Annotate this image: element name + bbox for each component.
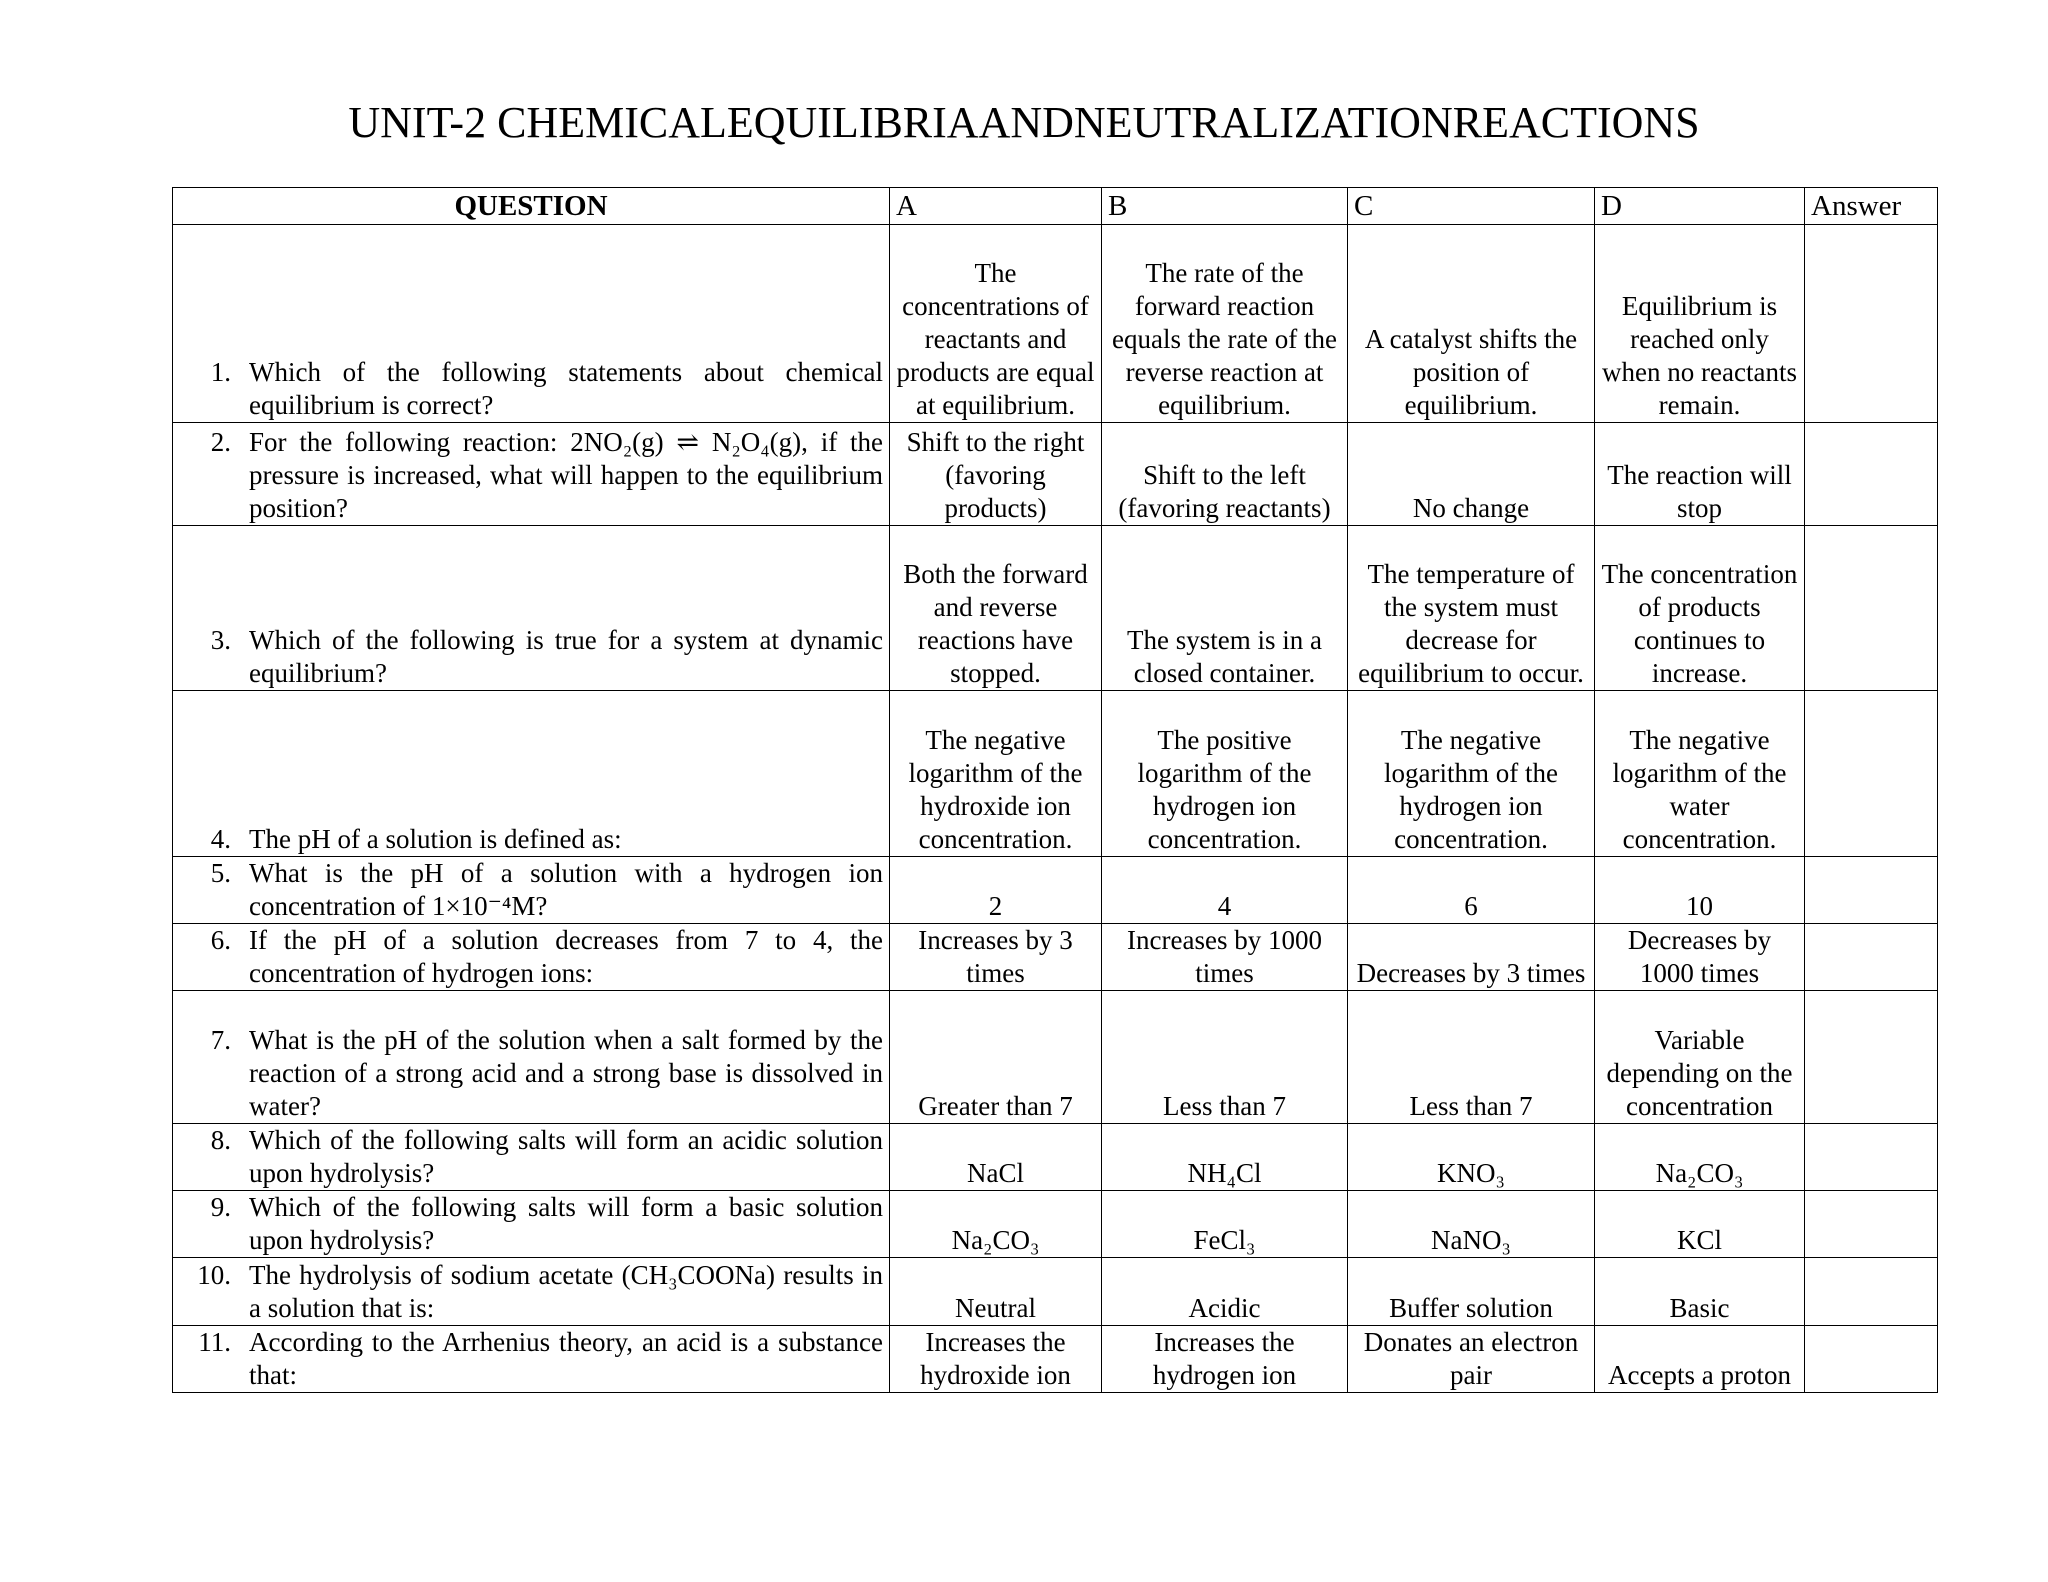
question-text: If the pH of a solution decreases from 7 to 4, the concentration of hydrogen ions: — [249, 925, 883, 988]
option-a: Greater than 7 — [890, 991, 1102, 1124]
answer-cell[interactable] — [1805, 924, 1938, 991]
question-number: 7. — [210, 1025, 231, 1055]
question-text: Which of the following salts will form an acidic solution upon hydrolysis? — [249, 1125, 883, 1188]
option-c: The temperature of the system must decrease for equilibrium to occur. — [1348, 526, 1595, 691]
option-d: The concentration of products continues to increase. — [1595, 526, 1805, 691]
question-text: For the following reaction: 2NO₂(g) ⇌ N₂O₄(g), if the pressure is increased, what will happen to the equilibrium position? — [249, 427, 883, 523]
option-c: Buffer solution — [1348, 1258, 1595, 1326]
option-d: KCl — [1595, 1191, 1805, 1258]
option-a: Increases by 3 times — [890, 924, 1102, 991]
option-c-header: C — [1348, 188, 1595, 225]
answer-cell[interactable] — [1805, 1326, 1938, 1393]
option-b: The system is in a closed container. — [1102, 526, 1348, 691]
option-b: FeCl₃ — [1102, 1191, 1348, 1258]
question-header: QUESTION — [173, 188, 890, 225]
header-row — [173, 188, 1938, 225]
table-row — [173, 991, 1938, 1124]
question-cell — [173, 857, 890, 924]
answer-header: Answer — [1805, 188, 1938, 225]
table-row — [173, 225, 1938, 423]
option-d: The reaction will stop — [1595, 423, 1805, 526]
option-a: The concentrations of reactants and products are equal at equilibrium. — [890, 225, 1102, 423]
question-cell — [173, 526, 890, 691]
option-b: 4 — [1102, 857, 1348, 924]
question-number: 3. — [210, 625, 231, 655]
option-c: 6 — [1348, 857, 1595, 924]
option-b: NH₄Cl — [1102, 1124, 1348, 1191]
table-row — [173, 1258, 1938, 1326]
question-number: 2. — [210, 427, 231, 457]
option-a: Both the forward and reverse reactions have stopped. — [890, 526, 1102, 691]
option-c: KNO₃ — [1348, 1124, 1595, 1191]
table-row — [173, 857, 1938, 924]
option-d-header: D — [1595, 188, 1805, 225]
option-a: Shift to the right (favoring products) — [890, 423, 1102, 526]
option-a: 2 — [890, 857, 1102, 924]
table-row — [173, 1124, 1938, 1191]
option-c: Decreases by 3 times — [1348, 924, 1595, 991]
question-text: What is the pH of a solution with a hydrogen ion concentration of 1×10⁻⁴M? — [249, 858, 883, 921]
option-d: Na₂CO₃ — [1595, 1124, 1805, 1191]
question-cell — [173, 691, 890, 857]
table-row — [173, 1326, 1938, 1393]
option-a: Increases the hydroxide ion — [890, 1326, 1102, 1393]
question-cell — [173, 991, 890, 1124]
option-c: Less than 7 — [1348, 991, 1595, 1124]
answer-cell[interactable] — [1805, 691, 1938, 857]
table-row — [173, 691, 1938, 857]
option-a: Na₂CO₃ — [890, 1191, 1102, 1258]
table-row — [173, 924, 1938, 991]
option-b: The rate of the forward reaction equals the rate of the reverse reaction at equilibrium. — [1102, 225, 1348, 423]
question-text: What is the pH of the solution when a salt formed by the reaction of a strong acid and a strong base is dissolved in water? — [249, 1025, 883, 1121]
answer-cell[interactable] — [1805, 991, 1938, 1124]
table-row — [173, 526, 1938, 691]
option-b: Less than 7 — [1102, 991, 1348, 1124]
question-number: 11. — [198, 1327, 231, 1357]
answer-cell[interactable] — [1805, 526, 1938, 691]
question-number: 8. — [210, 1125, 231, 1155]
question-cell — [173, 1124, 890, 1191]
question-text: The hydrolysis of sodium acetate (CH₃COONa) results in a solution that is: — [249, 1260, 883, 1323]
option-c: Donates an electron pair — [1348, 1326, 1595, 1393]
question-cell — [173, 1326, 890, 1393]
table-row — [173, 1191, 1938, 1258]
question-text: The pH of a solution is defined as: — [249, 824, 622, 854]
answer-cell[interactable] — [1805, 857, 1938, 924]
quiz-table — [172, 187, 1938, 1393]
option-c: The negative logarithm of the hydrogen ion concentration. — [1348, 691, 1595, 857]
option-a: The negative logarithm of the hydroxide ion concentration. — [890, 691, 1102, 857]
option-d: Decreases by 1000 times — [1595, 924, 1805, 991]
question-cell — [173, 1191, 890, 1258]
option-d: Basic — [1595, 1258, 1805, 1326]
option-c: No change — [1348, 423, 1595, 526]
page-title: UNIT-2 CHEMICALEQUILIBRIAANDNEUTRALIZATIONREACTIONS — [348, 98, 1700, 147]
question-number: 6. — [210, 925, 231, 955]
question-text: Which of the following salts will form a basic solution upon hydrolysis? — [249, 1192, 883, 1255]
question-number: 9. — [210, 1192, 231, 1222]
question-number: 4. — [210, 824, 231, 854]
question-number: 1. — [210, 357, 231, 387]
option-b-header: B — [1102, 188, 1348, 225]
question-text: Which of the following is true for a system at dynamic equilibrium? — [249, 625, 883, 688]
option-a: NaCl — [890, 1124, 1102, 1191]
option-b: The positive logarithm of the hydrogen ion concentration. — [1102, 691, 1348, 857]
option-b: Shift to the left (favoring reactants) — [1102, 423, 1348, 526]
question-text: According to the Arrhenius theory, an acid is a substance that: — [249, 1327, 883, 1390]
question-cell — [173, 1258, 890, 1326]
option-d: Equilibrium is reached only when no reactants remain. — [1595, 225, 1805, 423]
option-d: 10 — [1595, 857, 1805, 924]
answer-cell[interactable] — [1805, 1191, 1938, 1258]
option-d: Variable depending on the concentration — [1595, 991, 1805, 1124]
answer-cell[interactable] — [1805, 1258, 1938, 1326]
option-b: Increases the hydrogen ion — [1102, 1326, 1348, 1393]
question-cell — [173, 423, 890, 526]
question-cell — [173, 225, 890, 423]
answer-cell[interactable] — [1805, 225, 1938, 423]
option-d: Accepts a proton — [1595, 1326, 1805, 1393]
option-c: NaNO₃ — [1348, 1191, 1595, 1258]
answer-cell[interactable] — [1805, 423, 1938, 526]
option-d: The negative logarithm of the water concentration. — [1595, 691, 1805, 857]
question-number: 10. — [197, 1260, 231, 1290]
option-b: Acidic — [1102, 1258, 1348, 1326]
option-c: A catalyst shifts the position of equilibrium. — [1348, 225, 1595, 423]
option-a-header: A — [890, 188, 1102, 225]
question-number: 5. — [210, 858, 231, 888]
question-text: Which of the following statements about chemical equilibrium is correct? — [249, 357, 883, 420]
option-b: Increases by 1000 times — [1102, 924, 1348, 991]
table-row — [173, 423, 1938, 526]
option-a: Neutral — [890, 1258, 1102, 1326]
question-cell — [173, 924, 890, 991]
answer-cell[interactable] — [1805, 1124, 1938, 1191]
